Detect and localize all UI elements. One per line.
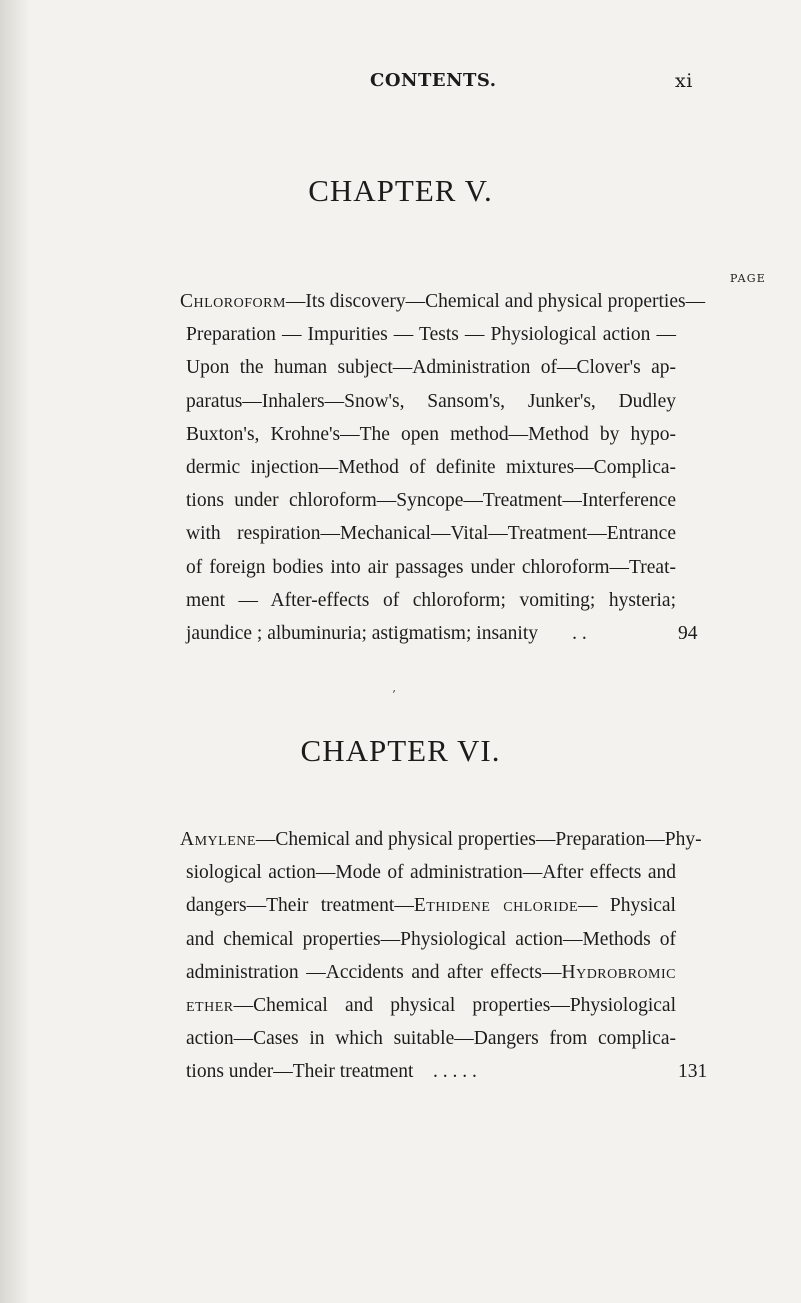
entry-line: siological action—Mode of administration—After effects and: [186, 862, 676, 884]
entry-line: action—Cases in which suitable—Dangers from complica-: [186, 1028, 676, 1050]
page-number: 131: [678, 1061, 708, 1083]
topic-lead: ether: [186, 995, 234, 1017]
topic-lead: Hydrobromic: [561, 961, 676, 983]
entry-line: tions under chloroform—Syncope—Treatment—Interference: [186, 490, 676, 512]
page-folio: xi: [675, 70, 693, 92]
topic-lead: Ethidene chloride: [413, 895, 579, 917]
entry-line: Amylene—Chemical and physical properties—Preparation—Phy-: [180, 829, 702, 850]
entry-last-line: tions under—Their treatment . . . . . 131: [186, 1055, 676, 1088]
entry-line: and chemical properties—Physiological action—Methods of: [186, 928, 676, 950]
page-number: 94: [678, 623, 698, 645]
page-column-label: PAGE: [730, 272, 766, 285]
entry-last-line: jaundice ; albuminuria; astigmatism; insanity . . 94: [186, 617, 676, 650]
entry-line: of foreign bodies into air passages under chloroform—Treat-: [186, 556, 676, 578]
dot-leader: . .: [572, 623, 587, 645]
entry-line: paratus—Inhalers—Snow's, Sansom's, Junker's, Dudley: [186, 390, 676, 412]
topic-lead: Amylene: [180, 829, 256, 850]
dot-leader: . . . . .: [432, 1061, 477, 1083]
entry-line: Buxton's, Krohne's—The open method—Method by hypo-: [186, 423, 676, 445]
entry-line: dermic injection—Method of definite mixtures—Complica-: [186, 457, 676, 479]
entry-line: dangers—Their treatment—Ethidene chloride— Physical: [186, 895, 676, 917]
entry-line: administration —Accidents and after effects—Hydrobromic: [186, 961, 676, 983]
chapter-6-heading: CHAPTER VI.: [300, 733, 501, 768]
entry-line: Chloroform—Its discovery—Chemical and physical properties—: [180, 291, 706, 312]
entry-line: Preparation — Impurities — Tests — Physiological action —: [186, 324, 676, 346]
chapter-5-contents-entry: [180, 285, 706, 650]
chapter-5-heading: CHAPTER V.: [308, 173, 493, 208]
chapter-6-contents-entry: [180, 823, 708, 1089]
entry-line: with respiration—Mechanical—Vital—Treatment—Entrance: [186, 523, 676, 545]
entry-line: ether—Chemical and physical properties—Physiological: [186, 995, 676, 1017]
stray-mark: ’: [392, 688, 396, 702]
entry-line: Upon the human subject—Administration of—Clover's ap-: [186, 357, 676, 379]
topic-lead: Chloroform: [180, 291, 286, 312]
running-head-title: CONTENTS.: [370, 70, 497, 91]
entry-line: ment — After-effects of chloroform; vomiting; hysteria;: [186, 589, 676, 611]
